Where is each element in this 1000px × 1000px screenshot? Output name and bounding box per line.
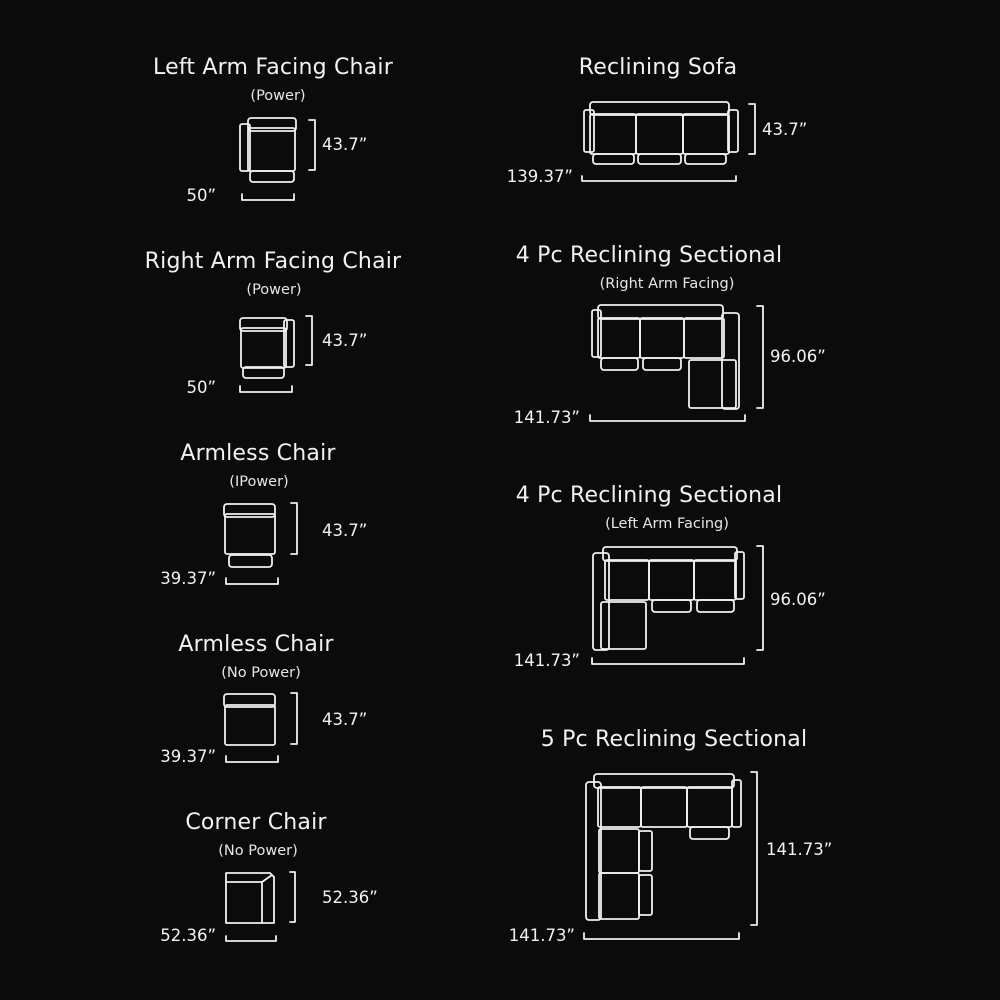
depth-dimension-line [309, 120, 315, 170]
width-dimension-line [584, 933, 739, 939]
depth-label: 43.7” [322, 331, 368, 350]
depth-dimension-line [757, 306, 763, 408]
depth-label: 52.36” [322, 888, 378, 907]
width-dimension-line [242, 194, 294, 200]
depth-dimension-line [290, 872, 295, 922]
item-title: Reclining Sofa [578, 55, 738, 80]
depth-label: 43.7” [322, 521, 368, 540]
item-title: Right Arm Facing Chair [144, 249, 402, 274]
width-label: 52.36” [160, 926, 216, 945]
depth-dimension-line [291, 503, 297, 554]
item-title: Armless Chair [178, 632, 334, 657]
item-title: Corner Chair [185, 810, 327, 835]
sectional-5pc-drawing [584, 772, 757, 939]
right-arm-facing-chair-drawing [240, 316, 312, 392]
depth-dimension-line [306, 316, 312, 365]
item-title: Left Arm Facing Chair [153, 55, 393, 80]
reclining-sofa-drawing [582, 102, 755, 181]
depth-dimension-line [751, 772, 757, 925]
item-subtitle: (No Power) [218, 843, 298, 859]
width-dimension-line [592, 658, 744, 664]
item-subtitle: (Left Arm Facing) [605, 516, 729, 532]
width-label: 141.73” [508, 926, 575, 945]
item-subtitle: (IPower) [229, 474, 289, 490]
sectional-4pc-right-arm-drawing [590, 305, 763, 421]
width-dimension-line [226, 756, 278, 762]
width-label: 39.37” [160, 747, 216, 766]
item-subtitle: (Power) [250, 88, 306, 104]
item-title: Armless Chair [180, 441, 336, 466]
width-label: 139.37” [506, 167, 573, 186]
armless-chair-no-power-drawing [224, 693, 297, 762]
depth-label: 43.7” [322, 710, 368, 729]
depth-dimension-line [291, 693, 297, 744]
item-subtitle: (Right Arm Facing) [599, 276, 735, 292]
depth-label: 96.06” [770, 590, 826, 609]
depth-label: 96.06” [770, 347, 826, 366]
item-title: 4 Pc Reclining Sectional [515, 483, 783, 508]
width-label: 39.37” [160, 569, 216, 588]
depth-dimension-line [757, 546, 763, 650]
width-label: 50” [186, 186, 216, 205]
width-label: 141.73” [513, 408, 580, 427]
depth-dimension-line [749, 104, 755, 154]
sectional-4pc-left-arm-drawing [592, 546, 763, 664]
width-dimension-line [582, 176, 736, 181]
depth-label: 43.7” [762, 120, 808, 139]
corner-chair-drawing [226, 872, 295, 941]
width-dimension-line [226, 578, 278, 584]
item-title: 4 Pc Reclining Sectional [515, 243, 783, 268]
item-subtitle: (No Power) [221, 665, 301, 681]
item-subtitle: (Power) [246, 282, 302, 298]
depth-label: 43.7” [322, 135, 368, 154]
depth-label: 141.73” [766, 840, 833, 859]
width-label: 50” [186, 378, 216, 397]
item-title: 5 Pc Reclining Sectional [540, 727, 808, 752]
width-dimension-line [590, 415, 745, 421]
width-dimension-line [226, 936, 276, 941]
width-label: 141.73” [513, 651, 580, 670]
width-dimension-line [240, 386, 292, 392]
left-arm-facing-chair-drawing [240, 118, 315, 200]
armless-chair-power-drawing [224, 503, 297, 584]
